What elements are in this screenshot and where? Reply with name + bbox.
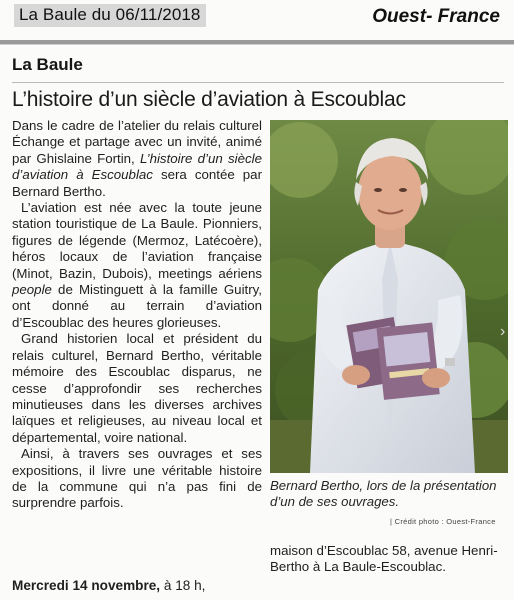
event-time: à 18 h, (160, 578, 206, 593)
paragraph-1 (12, 118, 262, 200)
section-divider (12, 82, 504, 83)
paragraph-2-italic: people (12, 282, 52, 298)
photo-caption: Bernard Bertho, lors de la présentation d’un de ses ouvrages. (270, 478, 497, 509)
paragraph-1-italic: L’histoire d’un siècle d’aviation à Escoublac (12, 150, 262, 183)
event-date-line (12, 578, 205, 593)
chevron-right-icon[interactable]: › (500, 323, 506, 340)
header-rule-thin (0, 44, 514, 45)
edition-date: La Baule du 06/11/2018 (14, 4, 206, 27)
article-body (12, 118, 262, 512)
publication-name: Ouest- France (372, 6, 500, 27)
section-title: La Baule (12, 55, 83, 74)
paragraph-4: Ainsi, à travers ses ouvrages et ses expositions, il livre une véritable histoire de la commune qui n’a pas fini de surprendre parfois. (12, 446, 262, 511)
event-date: Mercredi 14 novembre, (12, 578, 161, 593)
paragraph-3: Grand historien local et président du relais culturel, Bernard Bertho, véritable mémoire des Escoublac disparus, ne cesse d’approfondir ses recherches minutieuses dans les diverses archives laïques et religieuses, au niveau local et départemental, voire national. (12, 331, 262, 445)
paragraph-2-text: L’aviation est née avec la toute jeune station touristique de La Baule. Pionniers, figures de légende (Mermoz, Latécoère), héros locaux de l’aviation française (Minot, Bazin, Dubois), meetings aériens (12, 200, 262, 281)
page-header (0, 0, 514, 36)
article-headline: L’histoire d’un siècle d’aviation à Escoublac (12, 88, 406, 111)
paragraph-2-end: de Mistinguett à la famille Guitry, ont donné au terrain d’aviation d’Escoublac des heures glorieuses. (12, 282, 262, 330)
photo-illustration (270, 120, 508, 473)
article-photo (270, 120, 508, 473)
article-continuation: maison d’Escoublac 58, avenue Henri-Bertho à La Baule-Escoublac. (270, 543, 498, 575)
photo-credit: | Crédit photo : Ouest-France (390, 517, 496, 526)
paragraph-1-end: sera contée par Bernard Bertho. (12, 167, 262, 199)
paragraph-1-text: Dans le cadre de l’atelier du relais culturel Échange et partage avec un invité, animé par Ghislaine Fortin, (12, 118, 262, 166)
paragraph-2 (12, 200, 262, 331)
